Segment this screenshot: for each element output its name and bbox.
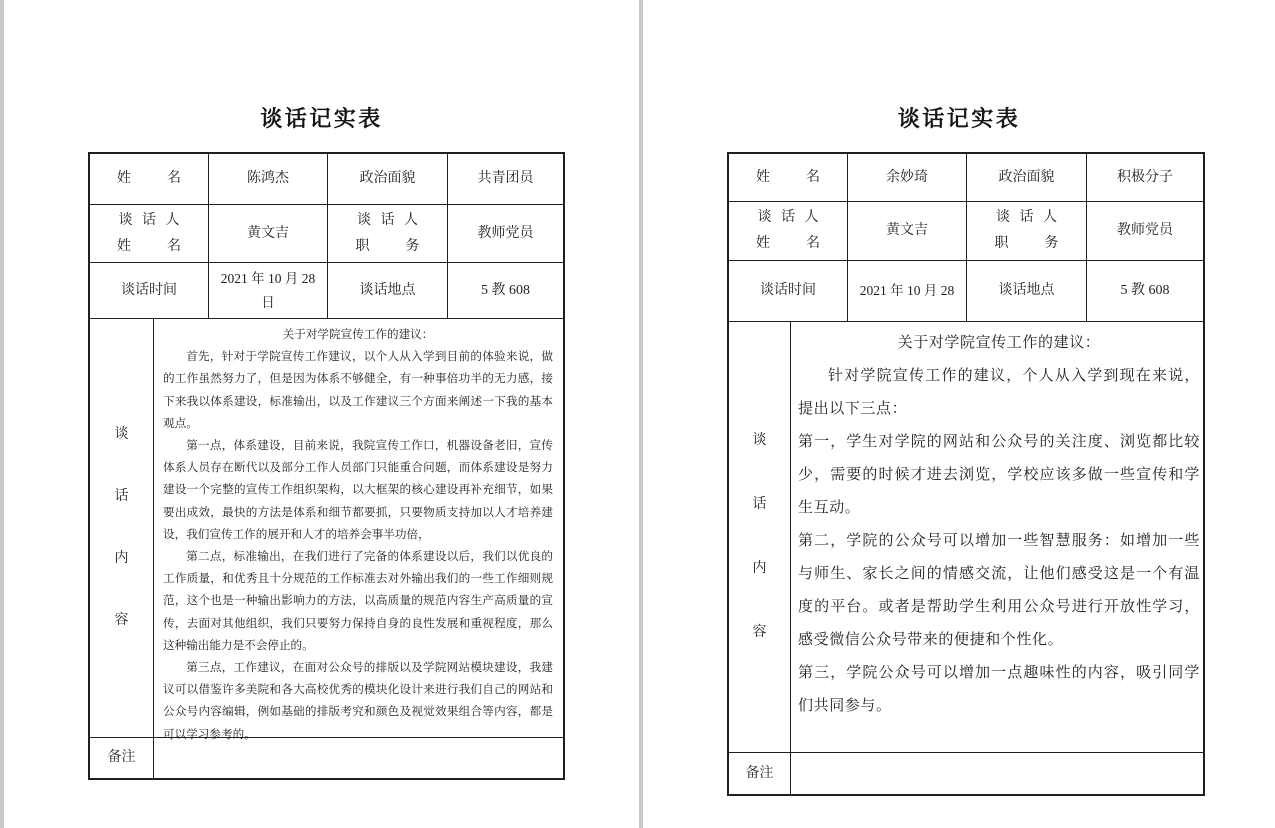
content-paragraph: 第二点，标准输出，在我们进行了完备的体系建设以后，我们以优良的工作质量，和优秀且十分规范的工作标准去对外输出我们的一些工作细则规范，这个也是一种输出影响力的方法，以高质量的规范内容生产高质量的宣传，去面对其他组织，我们只要努力保持自身的良性发展和重视程度，那么这种输出能力是不会停止的。 [163,550,553,652]
table-row [90,154,563,204]
name-value-cell [208,154,327,204]
content-paragraph: 第一，学生对学院的网站和公众号的关注度、浏览都比较少，需要的时候才进去浏览，学校应该多做一些宣传和学生互动。 [798,434,1200,516]
page-title: 谈话记实表 [897,106,1021,131]
political-status-label: 政治面貌 [998,169,1055,185]
note-label-cell [729,753,790,794]
table-row [729,201,1203,260]
talk-time-label-cell [729,261,847,321]
content-paragraph: 第二，学院的公众号可以增加一些智慧服务：如增加一些与师生、家长之间的情感交流，让他们感受这是一个有温度的平台。或者是帮助学生利用公众号进行开放性学习，感受微信公众号带来的便捷和个性化。 [798,533,1200,648]
note-label: 备注 [745,765,774,781]
interviewer-name-value-cell [847,202,966,260]
content-label-char: 容 [114,613,129,628]
table-row [90,262,563,318]
table-row [90,204,563,262]
content-paragraph: 第三，学院公众号可以增加一点趣味性的内容，吸引同学们共同参与。 [798,665,1200,714]
talk-place-value: 5 教 608 [481,282,530,298]
document-page-2[interactable] [643,0,1275,828]
content-label-char: 话 [752,497,767,512]
name-value-cell [847,154,966,201]
talk-time-value-cell [208,263,327,318]
content-paragraph: 第一点，体系建设，目前来说，我院宣传工作口，机器设备老旧，宣传体系人员存在断代以及部分工作人员部门只能重合问题，而体系建设是努力建设一个完整的宣传工作组织架构，以大框架的核心建设再补充细节，如果要出成效，最快的方法是体系和细节都要抓，只要物质支持加以人才培养建设，我们宣传工作的展开和人才的培养会事半功倍， [163,439,553,541]
talk-content-cell [790,322,1203,752]
content-label-char: 谈 [114,427,129,442]
note-label: 备注 [107,750,136,765]
table-row [90,737,563,778]
political-status-value: 共青团员 [477,171,534,186]
content-title: 关于对学院宣传工作的建议： [282,328,434,341]
name-label: 姓名 [756,169,820,185]
talk-place-value-cell [447,263,563,318]
interviewer-duty-label: 职务 [355,238,420,254]
content-vertical-label [90,319,153,737]
content-label-char: 话 [114,489,129,504]
interviewer-prefix-label: 谈话人 [996,210,1057,225]
table-row [729,260,1203,321]
interviewer-duty-label-cell [327,205,447,262]
content-label-char: 内 [752,561,767,576]
talk-time-label: 谈话时间 [760,283,816,298]
content-paragraph: 针对学院宣传工作的建议，个人从入学到现在来说，提出以下三点： [798,368,1200,417]
interviewer-duty-value-cell [1086,202,1203,260]
note-value-cell [153,738,563,778]
political-status-value: 积极分子 [1117,169,1173,185]
interviewer-prefix-label: 谈话人 [757,210,819,225]
table-row [90,318,563,741]
note-value-cell [790,753,1203,794]
talk-place-value-cell [1086,261,1203,321]
interviewer-name-label-cell [90,205,208,262]
content-paragraph: 首先，针对于学院宣传工作建议，以个人从入学到目前的体验来说，做的工作虽然努力了，但是因为体系不够健全，有一种事倍功半的无力感，接下来我以体系建设，标准输出，以及工作建议三个方面来阐述一下我的基本观点。 [163,350,553,430]
name-label: 姓名 [117,171,181,186]
interviewer-duty-label: 职务 [994,236,1059,251]
content-paragraph: 第三点，工作建议，在面对公众号的排版以及学院网站模块建设，我建议可以借鉴许多美院和各大高校优秀的模块化设计来进行我们自己的网站和公众号内容编辑，例如基础的排版考究和颜色及视觉效果组合等内容，都是可以学习参考的。 [163,661,553,741]
interviewee-name: 余妙琦 [886,169,928,185]
interviewer-duty-value: 教师党员 [1117,223,1173,238]
content-label-char: 谈 [752,433,767,448]
talk-place-value: 5 教 608 [1120,283,1170,298]
interviewer-prefix-label: 谈话人 [357,212,418,228]
interviewer-duty-value-cell [447,205,563,262]
political-status-label-cell [966,154,1086,201]
talk-time-value: 2021 年 10 月 28 日 [220,270,316,310]
content-label-char: 内 [114,551,129,566]
talk-time-value-cell [847,261,966,321]
political-status-label-cell [327,154,447,204]
talk-place-label: 谈话地点 [998,283,1055,298]
table-row [729,752,1203,794]
interviewer-duty-label-cell [966,202,1086,260]
talk-content-cell [153,319,563,741]
political-status-label: 政治面貌 [359,171,416,186]
talk-time-label: 谈话时间 [121,282,177,298]
political-status-value-cell [447,154,563,204]
interviewer-name: 黄文吉 [886,223,928,238]
table-row [729,321,1203,752]
record-form-table [727,152,1205,796]
table-row [729,154,1203,201]
note-label-cell [90,738,153,778]
interviewer-name: 黄文吉 [247,225,289,241]
interviewer-name-label: 姓名 [756,236,820,251]
talk-place-label: 谈话地点 [359,282,416,298]
interviewer-duty-value: 教师党员 [477,225,534,241]
content-vertical-label [729,322,790,752]
interviewer-prefix-label: 谈话人 [118,212,180,228]
content-title: 关于对学院宣传工作的建议： [897,335,1101,351]
political-status-value-cell [1086,154,1203,201]
document-page-1[interactable] [4,0,639,828]
interviewer-name-label-cell [729,202,847,260]
content-label-char: 容 [752,625,767,640]
page-title: 谈话记实表 [260,106,383,131]
talk-time-label-cell [90,263,208,318]
record-form-table [88,152,565,780]
talk-place-label-cell [327,263,447,318]
talk-time-value: 2021 年 10 月 28 [859,283,955,298]
name-label-cell [729,154,847,201]
talk-place-label-cell [966,261,1086,321]
interviewee-name: 陈鸿杰 [247,171,289,186]
name-label-cell [90,154,208,204]
interviewer-name-value-cell [208,205,327,262]
interviewer-name-label: 姓名 [117,238,181,254]
